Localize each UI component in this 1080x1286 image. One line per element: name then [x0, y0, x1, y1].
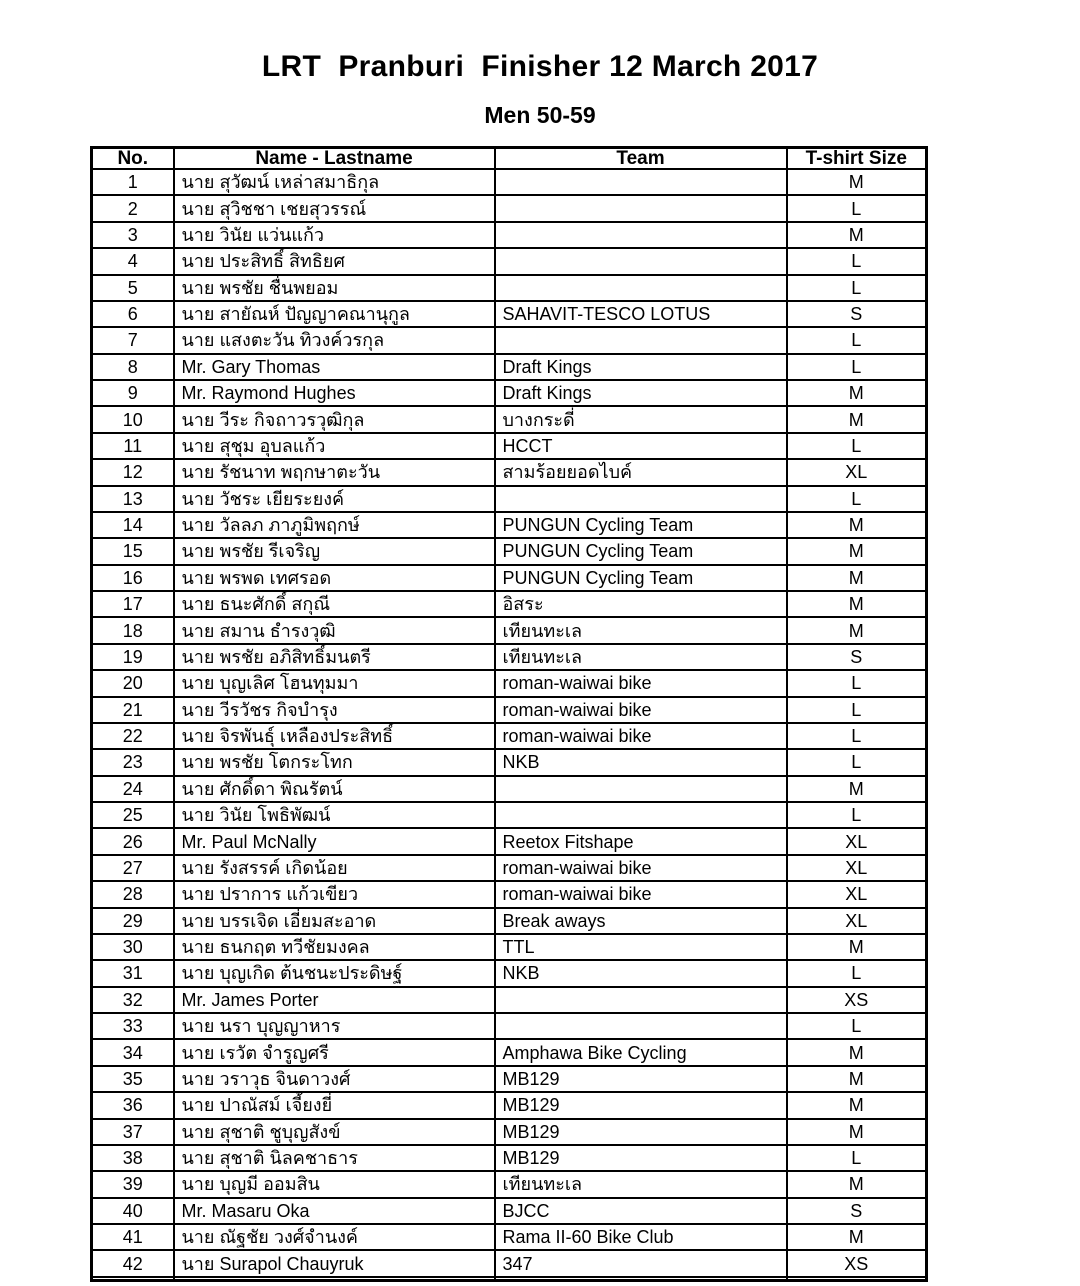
row-tshirt-size: M [787, 591, 927, 617]
row-name: นาย พรชัย ชื่นพยอม [174, 275, 495, 301]
row-number: 18 [92, 617, 174, 643]
row-name: นาย สุวัฒน์ เหล่าสมาธิกุล [174, 169, 495, 195]
row-name: นาย จิรพันธุ์ เหลืองประสิทธิ์ [174, 723, 495, 749]
table-row [92, 934, 927, 960]
row-team: Amphawa Bike Cycling [495, 1039, 787, 1065]
row-team: สามร้อยยอดไบค์ [495, 459, 787, 485]
table-row [92, 1013, 927, 1039]
row-tshirt-size: S [787, 644, 927, 670]
row-team: roman-waiwai bike [495, 723, 787, 749]
row-name: นาย ธนกฤต ทวีชัยมงคล [174, 934, 495, 960]
row-team: อิสระ [495, 591, 787, 617]
row-number: 28 [92, 881, 174, 907]
table-row [92, 749, 927, 775]
row-tshirt-size: XL [787, 828, 927, 854]
row-name: นาย รัชนาท พฤกษาตะวัน [174, 459, 495, 485]
table-row [92, 960, 927, 986]
row-number: 29 [92, 908, 174, 934]
table-row [92, 433, 927, 459]
row-team [495, 1013, 787, 1039]
row-tshirt-size: L [787, 327, 927, 353]
row-tshirt-size: L [787, 697, 927, 723]
row-tshirt-size: M [787, 776, 927, 802]
row-team [495, 275, 787, 301]
row-number: 34 [92, 1039, 174, 1065]
row-number: 11 [92, 433, 174, 459]
table-row [92, 301, 927, 327]
row-tshirt-size: XS [787, 1250, 927, 1276]
row-name: นาย รังสรรค์ เกิดน้อย [174, 855, 495, 881]
header-name-lastname: Name - Lastname [174, 148, 495, 170]
row-team: roman-waiwai bike [495, 670, 787, 696]
row-team: Draft Kings [495, 354, 787, 380]
row-tshirt-size: M [787, 1171, 927, 1197]
row-number: 4 [92, 248, 174, 274]
row-number: 42 [92, 1250, 174, 1276]
row-name: Mr. Paul McNally [174, 828, 495, 854]
row-number: 31 [92, 960, 174, 986]
row-number: 40 [92, 1198, 174, 1224]
row-tshirt-size: M [787, 565, 927, 591]
row-number: 7 [92, 327, 174, 353]
row-number: 16 [92, 565, 174, 591]
row-tshirt-size: S [787, 301, 927, 327]
row-tshirt-size: L [787, 433, 927, 459]
row-tshirt-size: XS [787, 987, 927, 1013]
row-name: นาย วินัย แว่นแก้ว [174, 222, 495, 248]
row-name: นาย บรรเจิด เอี่ยมสะอาด [174, 908, 495, 934]
row-number: 23 [92, 749, 174, 775]
row-number: 24 [92, 776, 174, 802]
row-team [495, 1277, 787, 1281]
row-tshirt-size: XL [787, 908, 927, 934]
header-no: No. [92, 148, 174, 170]
table-row [92, 987, 927, 1013]
table-row [92, 459, 927, 485]
table-row [92, 1198, 927, 1224]
row-team: roman-waiwai bike [495, 881, 787, 907]
row-number: 5 [92, 275, 174, 301]
row-tshirt-size: L [787, 1013, 927, 1039]
row-name: นาย ปราการ แก้วเขียว [174, 881, 495, 907]
row-team: MB129 [495, 1145, 787, 1171]
row-name: Mr. James Porter [174, 987, 495, 1013]
table-row [92, 512, 927, 538]
row-team: Reetox Fitshape [495, 828, 787, 854]
row-number: 12 [92, 459, 174, 485]
row-number: 33 [92, 1013, 174, 1039]
table-row [92, 275, 927, 301]
row-team: เทียนทะเล [495, 617, 787, 643]
row-number: 17 [92, 591, 174, 617]
row-tshirt-size: L [787, 723, 927, 749]
row-number: 32 [92, 987, 174, 1013]
table-row [92, 802, 927, 828]
table-row [92, 697, 927, 723]
row-number: 36 [92, 1092, 174, 1118]
row-name: Mr. Gary Thomas [174, 354, 495, 380]
row-name: นาย ปาณัสม์ เจี้ยงยี่ [174, 1092, 495, 1118]
row-team [495, 802, 787, 828]
row-name: นาย ณัฐชัย วงศ์จำนงค์ [174, 1224, 495, 1250]
row-number [92, 1277, 174, 1281]
row-tshirt-size: M [787, 222, 927, 248]
table-row [92, 222, 927, 248]
row-tshirt-size: S [787, 1198, 927, 1224]
row-team: MB129 [495, 1092, 787, 1118]
row-tshirt-size: L [787, 749, 927, 775]
table-row [92, 406, 927, 432]
row-number: 1 [92, 169, 174, 195]
row-tshirt-size: M [787, 1092, 927, 1118]
row-number: 3 [92, 222, 174, 248]
table-row [92, 1066, 927, 1092]
row-name: นาย สมาน ธำรงวุฒิ [174, 617, 495, 643]
row-number: 35 [92, 1066, 174, 1092]
row-tshirt-size: L [787, 486, 927, 512]
row-name: นาย ประสิทธิ์ สิทธิยศ [174, 248, 495, 274]
row-team [495, 327, 787, 353]
row-number: 8 [92, 354, 174, 380]
row-team: 347 [495, 1250, 787, 1276]
row-tshirt-size: M [787, 380, 927, 406]
table-row [92, 1250, 927, 1276]
row-name: นาย เรวัต จำรูญศรี [174, 1039, 495, 1065]
table-row [92, 248, 927, 274]
row-team: PUNGUN Cycling Team [495, 565, 787, 591]
row-team: NKB [495, 749, 787, 775]
row-name: นาย ศักดิ์ดา พิณรัตน์ [174, 776, 495, 802]
table-row [92, 1277, 927, 1281]
table-row [92, 908, 927, 934]
table-row [92, 881, 927, 907]
row-number: 38 [92, 1145, 174, 1171]
row-name: นาย วีรวัชร กิจบำรุง [174, 697, 495, 723]
row-team: HCCT [495, 433, 787, 459]
table-row [92, 565, 927, 591]
row-team: roman-waiwai bike [495, 855, 787, 881]
table-row [92, 1119, 927, 1145]
row-name: นาย สุชุม อุบลแก้ว [174, 433, 495, 459]
row-team: เทียนทะเล [495, 1171, 787, 1197]
row-team [495, 222, 787, 248]
row-team [495, 776, 787, 802]
row-team [495, 169, 787, 195]
row-tshirt-size: L [787, 248, 927, 274]
table-row [92, 1171, 927, 1197]
row-tshirt-size: L [787, 195, 927, 221]
row-name: นาย นรา บุญญาหาร [174, 1013, 495, 1039]
row-name: นาย วีระ กิจถาวรวุฒิกุล [174, 406, 495, 432]
header-tshirt-size: T-shirt Size [787, 148, 927, 170]
row-team: PUNGUN Cycling Team [495, 538, 787, 564]
row-team [495, 195, 787, 221]
row-team [495, 987, 787, 1013]
row-tshirt-size: M [787, 169, 927, 195]
row-name: นาย วัชระ เยียระยงค์ [174, 486, 495, 512]
row-team: TTL [495, 934, 787, 960]
row-number: 6 [92, 301, 174, 327]
row-tshirt-size: M [787, 1039, 927, 1065]
row-name: Mr. Raymond Hughes [174, 380, 495, 406]
row-team: BJCC [495, 1198, 787, 1224]
row-tshirt-size: M [787, 1066, 927, 1092]
row-number: 9 [92, 380, 174, 406]
finisher-table-header [92, 148, 927, 170]
row-team: SAHAVIT-TESCO LOTUS [495, 301, 787, 327]
row-number: 37 [92, 1119, 174, 1145]
row-number: 27 [92, 855, 174, 881]
row-name [174, 1277, 495, 1281]
row-name: นาย แสงตะวัน ทิวงค์วรกุล [174, 327, 495, 353]
header-row [92, 148, 927, 170]
row-tshirt-size: L [787, 275, 927, 301]
row-number: 39 [92, 1171, 174, 1197]
table-row [92, 538, 927, 564]
row-tshirt-size: M [787, 617, 927, 643]
row-number: 25 [92, 802, 174, 828]
table-row [92, 591, 927, 617]
table-row [92, 723, 927, 749]
row-name: นาย สุชาติ นิลคชาธาร [174, 1145, 495, 1171]
row-name: นาย ธนะศักดิ์ สกุณี [174, 591, 495, 617]
row-team [495, 248, 787, 274]
row-name: นาย วินัย โพธิพัฒน์ [174, 802, 495, 828]
row-number: 14 [92, 512, 174, 538]
table-row [92, 1224, 927, 1250]
row-tshirt-size: M [787, 1119, 927, 1145]
row-tshirt-size: M [787, 1224, 927, 1250]
table-row [92, 776, 927, 802]
row-number: 19 [92, 644, 174, 670]
row-tshirt-size: M [787, 512, 927, 538]
row-name: นาย บุญเกิด ต้นชนะประดิษฐ์ [174, 960, 495, 986]
row-team: Draft Kings [495, 380, 787, 406]
row-number: 21 [92, 697, 174, 723]
row-name: นาย วราวุธ จินดาวงศ์ [174, 1066, 495, 1092]
row-tshirt-size: L [787, 670, 927, 696]
table-row [92, 617, 927, 643]
row-name: นาย พรพด เทศรอด [174, 565, 495, 591]
row-team: Break aways [495, 908, 787, 934]
row-tshirt-size: L [787, 1145, 927, 1171]
table-row [92, 644, 927, 670]
row-number: 41 [92, 1224, 174, 1250]
finisher-table-body [92, 169, 927, 1281]
table-row [92, 670, 927, 696]
row-team: MB129 [495, 1119, 787, 1145]
row-name: นาย Surapol Chauyruk [174, 1250, 495, 1276]
table-row [92, 354, 927, 380]
row-team: PUNGUN Cycling Team [495, 512, 787, 538]
row-tshirt-size [787, 1277, 927, 1281]
row-name: นาย สุชาติ ชูบุญสังข์ [174, 1119, 495, 1145]
row-tshirt-size: L [787, 802, 927, 828]
row-tshirt-size: XL [787, 881, 927, 907]
row-number: 30 [92, 934, 174, 960]
table-row [92, 195, 927, 221]
table-row [92, 327, 927, 353]
row-team: roman-waiwai bike [495, 697, 787, 723]
table-row [92, 855, 927, 881]
table-row [92, 1039, 927, 1065]
row-name: นาย สายัณห์ ปัญญาคณานุกูล [174, 301, 495, 327]
row-team: Rama II-60 Bike Club [495, 1224, 787, 1250]
row-name: นาย วัลลภ ภาภูมิพฤกษ์ [174, 512, 495, 538]
table-row [92, 1092, 927, 1118]
row-team: MB129 [495, 1066, 787, 1092]
table-row [92, 380, 927, 406]
row-name: นาย บุญเลิศ โฮนทุมมา [174, 670, 495, 696]
row-team: บางกระดี่ [495, 406, 787, 432]
row-number: 15 [92, 538, 174, 564]
category-subtitle: Men 50-59 [484, 102, 596, 128]
row-name: Mr. Masaru Oka [174, 1198, 495, 1224]
row-tshirt-size: M [787, 934, 927, 960]
table-row [92, 169, 927, 195]
row-tshirt-size: M [787, 406, 927, 432]
table-row [92, 486, 927, 512]
header-team: Team [495, 148, 787, 170]
row-tshirt-size: XL [787, 459, 927, 485]
row-number: 26 [92, 828, 174, 854]
row-tshirt-size: XL [787, 855, 927, 881]
page-title: LRT Pranburi Finisher 12 March 2017 [261, 50, 819, 83]
row-number: 20 [92, 670, 174, 696]
row-name: นาย พรชัย โตกระโทก [174, 749, 495, 775]
row-number: 2 [92, 195, 174, 221]
row-name: นาย บุญมี ออมสิน [174, 1171, 495, 1197]
row-number: 13 [92, 486, 174, 512]
row-name: นาย พรชัย รีเจริญ [174, 538, 495, 564]
row-team: NKB [495, 960, 787, 986]
row-tshirt-size: M [787, 538, 927, 564]
row-name: นาย สุวิชชา เชยสุวรรณ์ [174, 195, 495, 221]
row-number: 10 [92, 406, 174, 432]
finisher-table [90, 146, 928, 1282]
row-number: 22 [92, 723, 174, 749]
row-tshirt-size: L [787, 960, 927, 986]
table-row [92, 828, 927, 854]
row-team [495, 486, 787, 512]
row-team: เทียนทะเล [495, 644, 787, 670]
table-row [92, 1145, 927, 1171]
row-name: นาย พรชัย อภิสิทธิ์มนตรี [174, 644, 495, 670]
row-tshirt-size: L [787, 354, 927, 380]
